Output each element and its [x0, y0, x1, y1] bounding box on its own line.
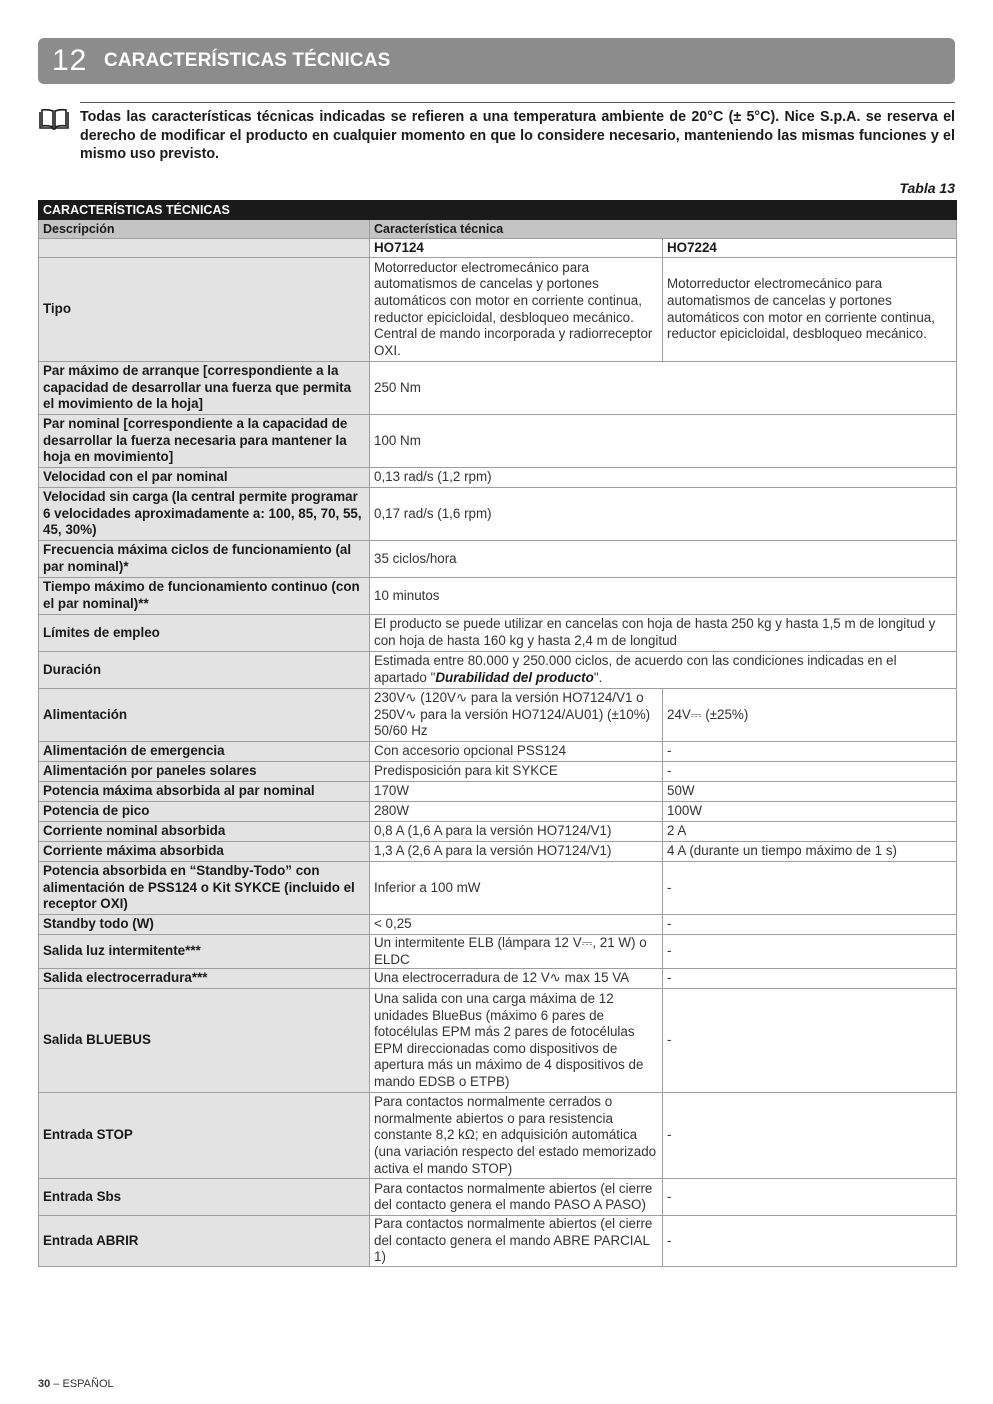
spec-label: Potencia de pico: [39, 802, 370, 822]
spec-value-text: ".: [593, 670, 603, 685]
table-row: [39, 468, 957, 488]
spec-value: 0,17 rad/s (1,6 rpm): [370, 488, 957, 541]
spec-value-ho7124: 230V∿ (120V∿ para la versión HO7124/V1 o 250V∿ para la versión HO7124/AU01) (±10%) 50/60 Hz: [370, 689, 663, 742]
table-row: [39, 935, 957, 969]
spec-label: Alimentación de emergencia: [39, 742, 370, 762]
spec-label: Duración: [39, 652, 370, 689]
table-row: [39, 615, 957, 652]
spec-value-reference: Durabilidad del producto: [435, 670, 594, 685]
spec-value-ho7224: Motorreductor electromecánico para automatismos de cancelas y portones automáticos con motor en corriente continua, reductor epicicloidal, desbloqueo mecánico.: [663, 258, 957, 362]
table-row: [39, 989, 957, 1093]
column-header-feature: Característica técnica: [370, 220, 957, 239]
spec-value-ho7224: -: [663, 1216, 957, 1267]
table-row: [39, 842, 957, 862]
spec-label: Corriente máxima absorbida: [39, 842, 370, 862]
spec-value-ho7124: 170W: [370, 782, 663, 802]
table-row: [39, 488, 957, 541]
spec-label: Alimentación: [39, 689, 370, 742]
table-row: [39, 1216, 957, 1267]
table-row: [39, 822, 957, 842]
spec-value-ho7124: Motorreductor electromecánico para automatismos de cancelas y portones automáticos con motor en corriente continua, reductor epicicloidal, desbloqueo mecánico. Central de mando incorporada y radiorreceptor OXI.: [370, 258, 663, 362]
spec-value: 35 ciclos/hora: [370, 541, 957, 578]
spec-value-ho7124: Una salida con una carga máxima de 12 unidades BlueBus (máximo 6 pares de fotocélulas EPM más 2 pares de fotocélulas EPM direccionadas como dispositivos de apertura más un máximo de 4 dispositivos de mando EDSB o ETPB): [370, 989, 663, 1093]
spec-value: 0,13 rad/s (1,2 rpm): [370, 468, 957, 488]
model-header-ho7124: HO7124: [370, 239, 663, 258]
spec-value-ho7124: Predisposición para kit SYKCE: [370, 762, 663, 782]
footer-separator: –: [50, 1378, 63, 1390]
table-row: [39, 362, 957, 415]
table-row: [39, 862, 957, 915]
section-number: 12: [52, 44, 88, 77]
spec-value-ho7124: 280W: [370, 802, 663, 822]
spec-value: 250 Nm: [370, 362, 957, 415]
spec-value-text: Estimada entre 80.000 y 250.000 ciclos, de acuerdo con las condiciones indicadas en el apartado ": [374, 653, 897, 685]
spec-label: Par máximo de arranque [correspondiente a la capacidad de desarrollar una fuerza que permita el movimiento de la hoja]: [39, 362, 370, 415]
column-header-description: Descripción: [39, 220, 370, 239]
table-row: [39, 762, 957, 782]
spec-label: Salida electrocerradura***: [39, 969, 370, 989]
spec-value-ho7124: < 0,25: [370, 915, 663, 935]
spec-label: Tiempo máximo de funcionamiento continuo (con el par nominal)**: [39, 578, 370, 615]
spec-value-ho7124: Un intermitente ELB (lámpara 12 V⎓, 21 W) o ELDC: [370, 935, 663, 969]
spec-value: [370, 652, 957, 689]
book-icon: [38, 108, 70, 132]
spec-label: Tipo: [39, 258, 370, 362]
spec-value-ho7124: Con accesorio opcional PSS124: [370, 742, 663, 762]
table-row: [39, 802, 957, 822]
spec-value-ho7224: 50W: [663, 782, 957, 802]
table-row: [39, 742, 957, 762]
table-caption: Tabla 13: [899, 180, 955, 196]
spec-label: Salida luz intermitente***: [39, 935, 370, 969]
spec-value-ho7124: Para contactos normalmente cerrados o normalmente abiertos o para resistencia constante 8,2 kΩ; en adquisición automática (una variación respecto del estado memorizado activa el mando STOP): [370, 1093, 663, 1179]
section-title: CARACTERÍSTICAS TÉCNICAS: [104, 50, 391, 71]
spec-value-ho7224: -: [663, 969, 957, 989]
spec-value: 10 minutos: [370, 578, 957, 615]
table-row: [39, 782, 957, 802]
spec-label: Corriente nominal absorbida: [39, 822, 370, 842]
spec-label: Potencia absorbida en “Standby-Todo” con alimentación de PSS124 o Kit SYKCE (incluido el receptor OXI): [39, 862, 370, 915]
spec-label: Standby todo (W): [39, 915, 370, 935]
footer-language: ESPAÑOL: [62, 1378, 114, 1390]
note-divider: [80, 102, 955, 103]
spec-value-ho7224: 24V⎓ (±25%): [663, 689, 957, 742]
model-header-blank: [39, 239, 370, 258]
spec-value-ho7224: 4 A (durante un tiempo máximo de 1 s): [663, 842, 957, 862]
spec-label: Potencia máxima absorbida al par nominal: [39, 782, 370, 802]
spec-value-ho7224: -: [663, 935, 957, 969]
spec-label: Entrada STOP: [39, 1093, 370, 1179]
table-row: [39, 258, 957, 362]
page-number: 30: [38, 1378, 51, 1390]
note-block: [38, 102, 955, 164]
spec-value-ho7224: -: [663, 989, 957, 1093]
table-row: [39, 689, 957, 742]
spec-value-ho7124: Inferior a 100 mW: [370, 862, 663, 915]
model-header-row: [39, 239, 957, 258]
spec-value-ho7224: 2 A: [663, 822, 957, 842]
table-title: CARACTERÍSTICAS TÉCNICAS: [39, 201, 957, 220]
table-row: [39, 915, 957, 935]
spec-label: Frecuencia máxima ciclos de funcionamiento (al par nominal)*: [39, 541, 370, 578]
spec-value: El producto se puede utilizar en cancelas con hoja de hasta 250 kg y hasta 1,5 m de longitud y con hoja de hasta 160 kg y hasta 2,4 m de longitud: [370, 615, 957, 652]
spec-label: Velocidad sin carga (la central permite programar 6 velocidades aproximadamente a: 100, 85, 70, 55, 45, 30%): [39, 488, 370, 541]
spec-value-ho7224: -: [663, 862, 957, 915]
table-row: [39, 969, 957, 989]
spec-label: Par nominal [correspondiente a la capacidad de desarrollar la fuerza necesaria para mantener la hoja en movimiento]: [39, 415, 370, 468]
spec-value-ho7124: Para contactos normalmente abiertos (el cierre del contacto genera el mando PASO A PASO): [370, 1179, 663, 1216]
spec-value-ho7224: -: [663, 762, 957, 782]
section-header: [38, 38, 955, 84]
spec-value-ho7124: Una electrocerradura de 12 V∿ max 15 VA: [370, 969, 663, 989]
spec-value-ho7124: 1,3 A (2,6 A para la versión HO7124/V1): [370, 842, 663, 862]
table-header-row: [39, 220, 957, 239]
spec-label: Límites de empleo: [39, 615, 370, 652]
table-row: [39, 1179, 957, 1216]
table-row: [39, 652, 957, 689]
spec-value-ho7224: -: [663, 1093, 957, 1179]
spec-value-ho7224: -: [663, 915, 957, 935]
spec-label: Entrada Sbs: [39, 1179, 370, 1216]
spec-value-ho7124: 0,8 A (1,6 A para la versión HO7124/V1): [370, 822, 663, 842]
spec-value-ho7224: 100W: [663, 802, 957, 822]
spec-label: Salida BLUEBUS: [39, 989, 370, 1093]
model-header-ho7224: HO7224: [663, 239, 957, 258]
spec-value-ho7124: Para contactos normalmente abiertos (el cierre del contacto genera el mando ABRE PARCIAL 1): [370, 1216, 663, 1267]
spec-value-ho7224: -: [663, 742, 957, 762]
table-row: [39, 1093, 957, 1179]
spec-label: Entrada ABRIR: [39, 1216, 370, 1267]
spec-label: Velocidad con el par nominal: [39, 468, 370, 488]
table-row: [39, 415, 957, 468]
table-row: [39, 541, 957, 578]
page-footer: [38, 1378, 114, 1390]
spec-label: Alimentación por paneles solares: [39, 762, 370, 782]
technical-specs-table: [38, 200, 957, 1267]
spec-value-ho7224: -: [663, 1179, 957, 1216]
note-text: Todas las características técnicas indicadas se refieren a una temperatura ambiente de 20°C (± 5°C). Nice S.p.A. se reserva el derecho de modificar el producto en cualquier momento en que lo considere necesario, manteniendo las mismas funciones y el mismo uso previsto.: [80, 109, 955, 162]
table-title-row: [39, 201, 957, 220]
spec-value: 100 Nm: [370, 415, 957, 468]
table-row: [39, 578, 957, 615]
